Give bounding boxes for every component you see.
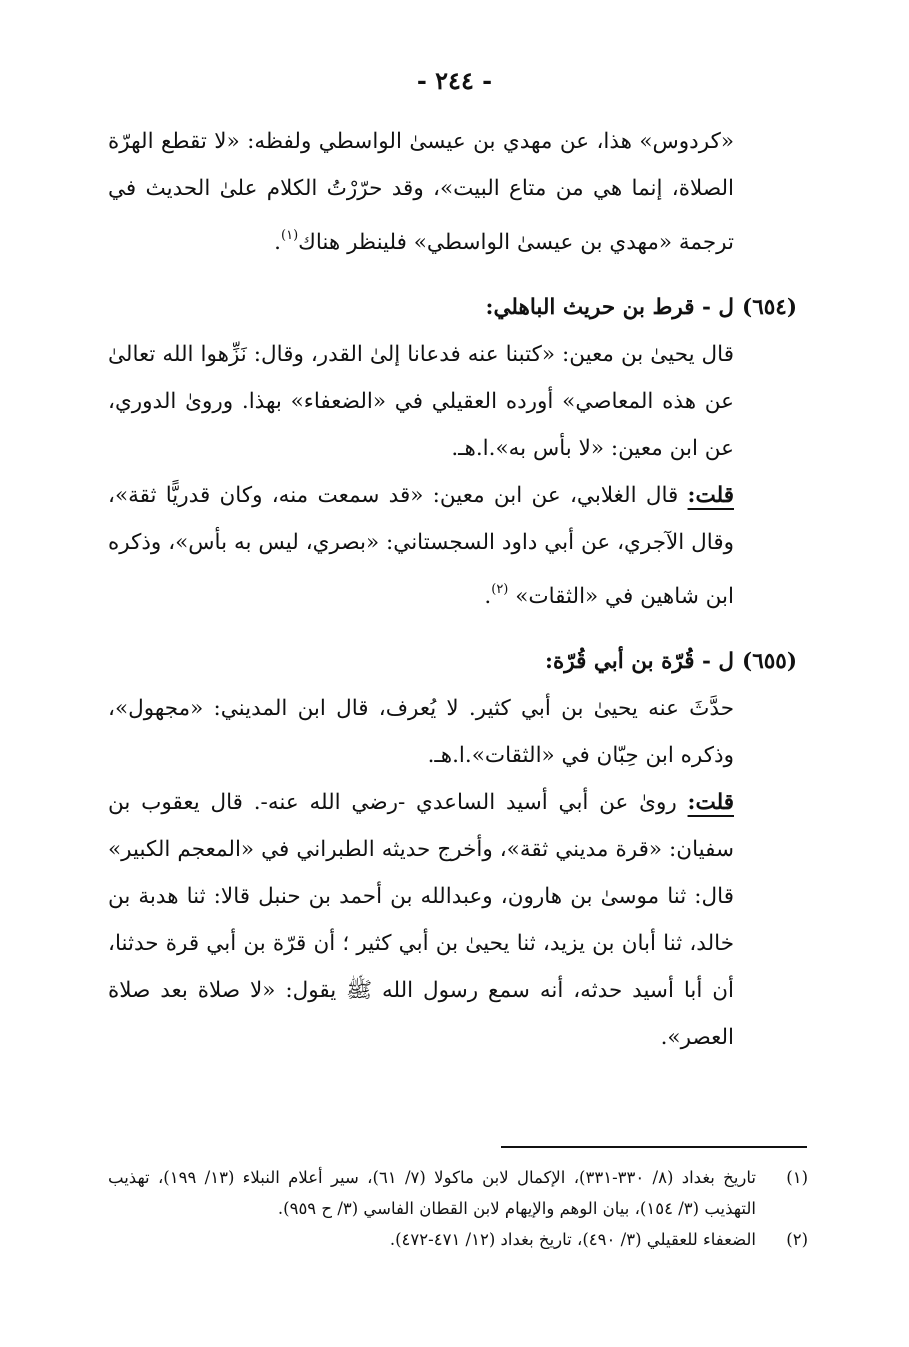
entry-heading <box>108 638 798 685</box>
intro-text: «كردوس» هذا، عن مهدي بن عيسىٰ الواسطي ولفظه: «لا تقطع الهرّة الصلاة، إنما هي من متاع البيت»، وقد حرّرْتُ الكلام علىٰ الحديث في ترجمة «مهدي بن عيسىٰ الواسطي» فلينظر هناك <box>108 129 734 255</box>
footnote <box>108 1162 808 1224</box>
footnote-number: (١) <box>786 1168 808 1187</box>
qultu-paragraph <box>108 472 734 620</box>
qultu-paragraph <box>108 779 734 1061</box>
intro-paragraph <box>108 118 734 266</box>
qultu-label: قلت: <box>687 790 734 815</box>
footnote-text: تاريخ بغداد (٨/ ٣٣٠-٣٣١)، الإكمال لابن ماكولا (٧/ ٦١)، سير أعلام النبلاء (١٣/ ١٩٩)، تهذيب التهذيب (٣/ ١٥٤)، بيان الوهم والإيهام لابن القطان الفاسي (٣/ ح ٩٥٩). <box>108 1168 757 1218</box>
footnote-number: (٢) <box>786 1230 808 1249</box>
qultu-label: قلت: <box>687 483 734 508</box>
qultu-text: قال الغلابي، عن ابن معين: «قد سمعت منه، وكان قدريًّا ثقة»، وقال الآجري، عن أبي داود السجستاني: «بصري، ليس به بأس»، وذكره ابن شاهين في «الثقات» <box>108 483 734 609</box>
entry-number: (٦٥٥) <box>742 649 798 674</box>
footnotes <box>108 1162 808 1255</box>
qultu-end: . <box>484 584 492 609</box>
entry-paragraph: قال يحيىٰ بن معين: «كتبنا عنه فدعانا إلىٰ القدر، وقال: نَزِّهوا الله تعالىٰ عن هذه المعاصي» أورده العقيلي في «الضعفاء» بهذا. وروىٰ الدوري، عن ابن معين: «لا بأس به».ا.هـ. <box>108 342 734 461</box>
intro-end: . <box>274 230 281 255</box>
spacer <box>108 266 734 284</box>
footnote-ref-2: (٢) <box>491 582 509 597</box>
entry-heading <box>108 284 798 331</box>
main-text <box>108 118 798 1061</box>
footnote <box>108 1224 808 1255</box>
footnote-divider <box>501 1146 807 1148</box>
entry-number: (٦٥٤) <box>742 295 798 320</box>
footnote-text: الضعفاء للعقيلي (٣/ ٤٩٠)، تاريخ بغداد (١٢/ ٤٧١-٤٧٢). <box>389 1230 756 1249</box>
entry-title: ل - قرط بن حريث الباهلي: <box>485 295 734 320</box>
footnote-ref-1: (١) <box>281 228 299 243</box>
entry-title: ل - قُرّة بن أبي قُرّة: <box>545 649 734 674</box>
spacer <box>108 620 734 638</box>
page-number: - ٢٤٤ - <box>416 66 493 95</box>
qultu-text: روىٰ عن أبي أسيد الساعدي -رضي الله عنه-. قال يعقوب بن سفيان: «قرة مديني ثقة»، وأخرج حديثه الطبراني في «المعجم الكبير» قال: ثنا موسىٰ بن هارون، وعبدالله بن أحمد بن حنبل قالا: ثنا هدبة بن خالد، ثنا أبان بن يزيد، ثنا يحيىٰ بن أبي كثير ؛ أن قرّة بن أبي قرة حدثنا، أن أبا أسيد حدثه، أنه سمع رسول الله ﷺ يقول: «لا صلاة بعد صلاة العصر». <box>108 790 734 1050</box>
entry-paragraph: حدَّثَ عنه يحيىٰ بن أبي كثير. لا يُعرف، قال ابن المديني: «مجهول»، وذكره ابن حِبّان في «الثقات».ا.هـ. <box>108 696 734 768</box>
